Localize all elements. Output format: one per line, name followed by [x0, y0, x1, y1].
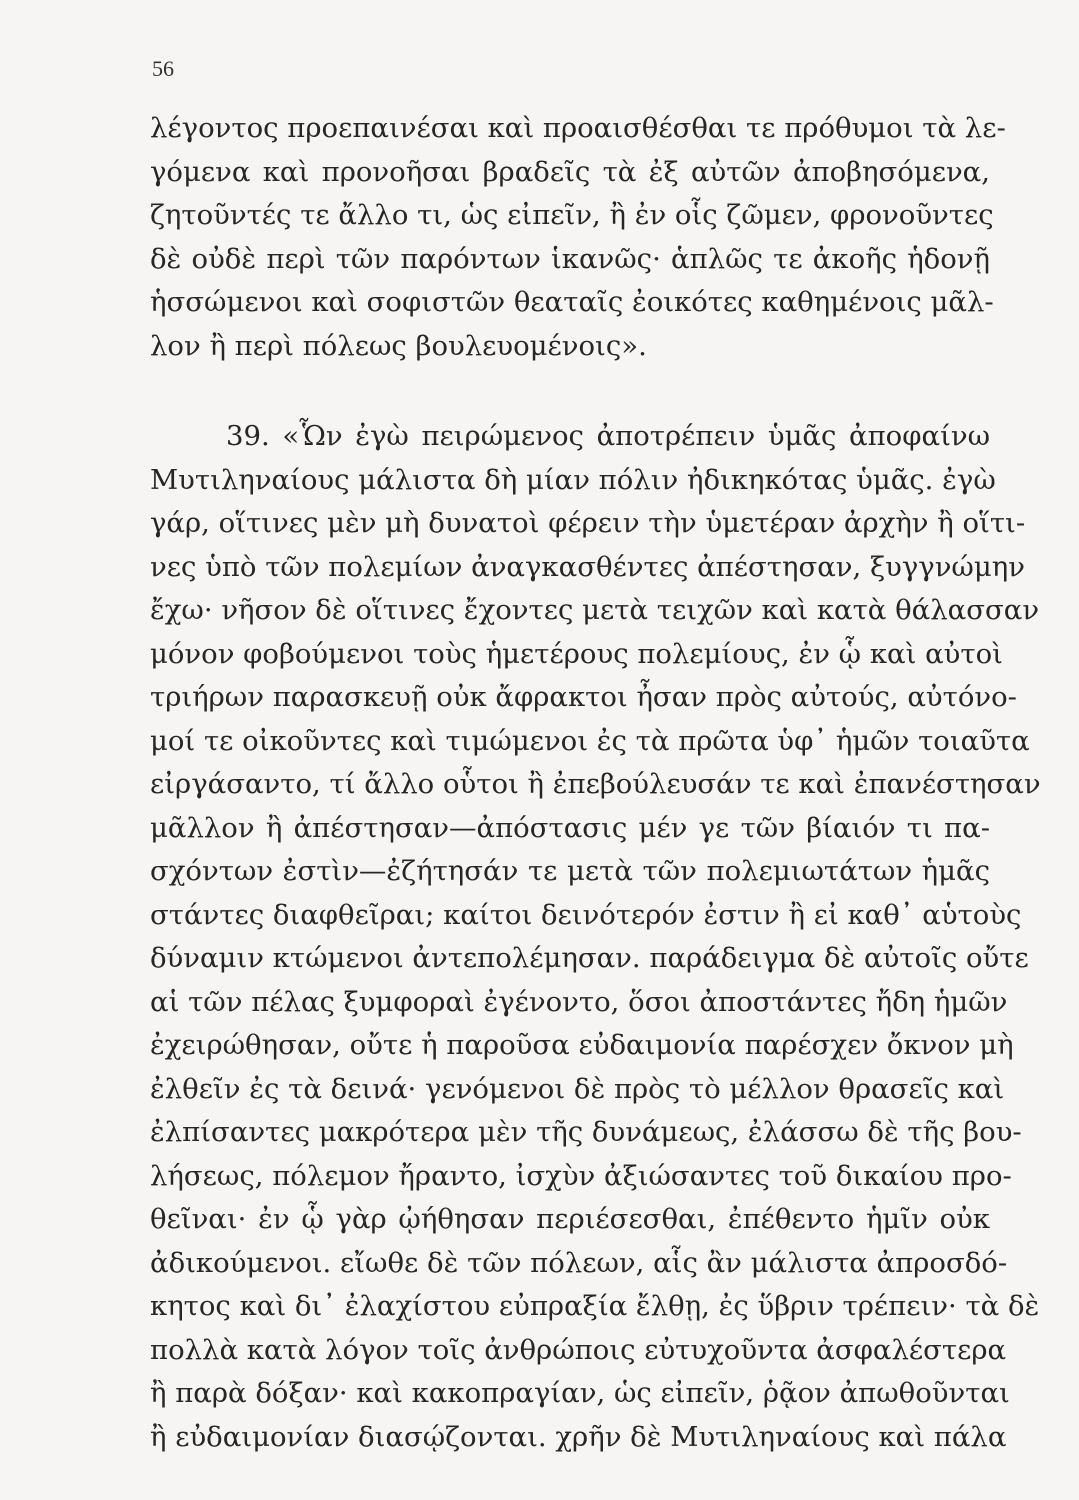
text-line: ἢ παρὰ δόξαν· καὶ κακοπραγίαν, ὡς εἰπεῖν, ῥᾷον ἀπωθοῦνται	[150, 1377, 1010, 1409]
text-line: ἢ εὐδαιμονίαν διασῴζονται. χρῆν δὲ Μυτιληναίους καὶ πάλα	[150, 1420, 1007, 1453]
text-line: γόμενα καὶ προνοῆσαι βραδεῖς τὰ ἐξ αὐτῶν ἀποβησόμενα,	[150, 155, 990, 188]
text-line: ἐλπίσαντες μακρότερα μὲν τῆς δυνάμεως, ἐλάσσω δὲ τῆς βου-	[150, 1116, 1022, 1148]
text-line: ζητοῦντές τε ἄλλο τι, ὡς εἰπεῖν, ἢ ἐν οἷς ζῶμεν, φρονοῦντες	[150, 199, 994, 231]
text-line: μόνον φοβούμενοι τοὺς ἡμετέρους πολεμίους, ἐν ᾧ καὶ αὐτοὶ	[150, 637, 1003, 670]
text-line: Μυτιληναίους μάλιστα δὴ μίαν πόλιν ἠδικηκότας ὑμᾶς. ἐγὼ	[150, 463, 996, 496]
text-line: γάρ, οἵτινες μὲν μὴ δυνατοὶ φέρειν τὴν ὑμετέραν ἀρχὴν ἢ οἵτι-	[150, 507, 1026, 539]
text-line: μοί τε οἰκοῦντες καὶ τιμώμενοι ἐς τὰ πρῶτα ὑφ᾽ ἡμῶν τοιαῦτα	[150, 724, 1030, 757]
text-line: δύναμιν κτώμενοι ἀντεπολέμησαν. παράδειγμα δὲ αὐτοῖς οὔτε	[150, 942, 1029, 974]
text-line: κητος καὶ δι᾽ ἐλαχίστου εὐπραξία ἔλθῃ, ἐς ὕβριν τρέπειν· τὰ δὲ	[150, 1290, 1040, 1322]
text-line: μᾶλλον ἢ ἀπέστησαν—ἀπόστασις μέν γε τῶν βίαιόν τι πα-	[150, 811, 990, 844]
text-line: ἀδικούμενοι. εἴωθε δὲ τῶν πόλεων, αἷς ἂν μάλιστα ἀπροσδό-	[150, 1246, 1008, 1279]
text-line: ἔχω· νῆσον δὲ οἵτινες ἔχοντες μετὰ τειχῶν καὶ κατὰ θάλασσαν	[150, 594, 1040, 626]
section-heading-line: 39. «Ὧν ἐγὼ πειρώμενος ἀποτρέπειν ὑμᾶς ἀποφαίνω	[226, 420, 990, 452]
text-line: δὲ οὐδὲ περὶ τῶν παρόντων ἱκανῶς· ἁπλῶς τε ἀκοῆς ἡδονῇ	[150, 242, 990, 275]
text-line: σχόντων ἐστὶν—ἐζήτησάν τε μετὰ τῶν πολεμιωτάτων ἡμᾶς	[150, 855, 990, 887]
text-line: νες ὑπὸ τῶν πολεμίων ἀναγκασθέντες ἀπέστησαν, ξυγγνώμην	[150, 550, 1025, 583]
text-line: λήσεως, πόλεμον ἤραντο, ἰσχὺν ἀξιώσαντες τοῦ δικαίου προ-	[150, 1159, 1012, 1192]
page-number: 56	[152, 56, 174, 81]
text-line: ἡσσώμενοι καὶ σοφιστῶν θεαταῖς ἐοικότες καθημένοις μᾶλ-	[150, 286, 994, 318]
text-line: θεῖναι· ἐν ᾧ γὰρ ᾠήθησαν περιέσεσθαι, ἐπέθεντο ἡμῖν οὐκ	[150, 1203, 990, 1235]
text-line: πολλὰ κατὰ λόγον τοῖς ἀνθρώποις εὐτυχοῦντα ἀσφαλέστερα	[150, 1333, 1007, 1366]
text-line: ἐχειρώθησαν, οὔτε ἡ παροῦσα εὐδαιμονία παρέσχεν ὄκνον μὴ	[150, 1029, 1014, 1061]
text-line: λέγοντος προεπαινέσαι καὶ προαισθέσθαι τε πρόθυμοι τὰ λε-	[150, 112, 1006, 144]
text-line: τριήρων παρασκευῇ οὐκ ἄφρακτοι ἦσαν πρὸς αὐτούς, αὐτόνο-	[150, 681, 1017, 713]
text-line: εἰργάσαντο, τί ἄλλο οὗτοι ἢ ἐπεβούλευσάν τε καὶ ἐπανέστησαν	[150, 768, 1041, 800]
text-line: αἱ τῶν πέλας ξυμφοραὶ ἐγένοντο, ὅσοι ἀποστάντες ἤδη ἡμῶν	[150, 985, 1008, 1018]
text-line: ἐλθεῖν ἐς τὰ δεινά· γενόμενοι δὲ πρὸς τὸ μέλλον θρασεῖς καὶ	[150, 1072, 1005, 1105]
text-line: στάντες διαφθεῖραι; καίτοι δεινότερόν ἐστιν ἢ εἰ καθ᾽ αὑτοὺς	[150, 898, 1022, 931]
text-line: λον ἢ περὶ πόλεως βουλευομένοις».	[150, 329, 647, 362]
